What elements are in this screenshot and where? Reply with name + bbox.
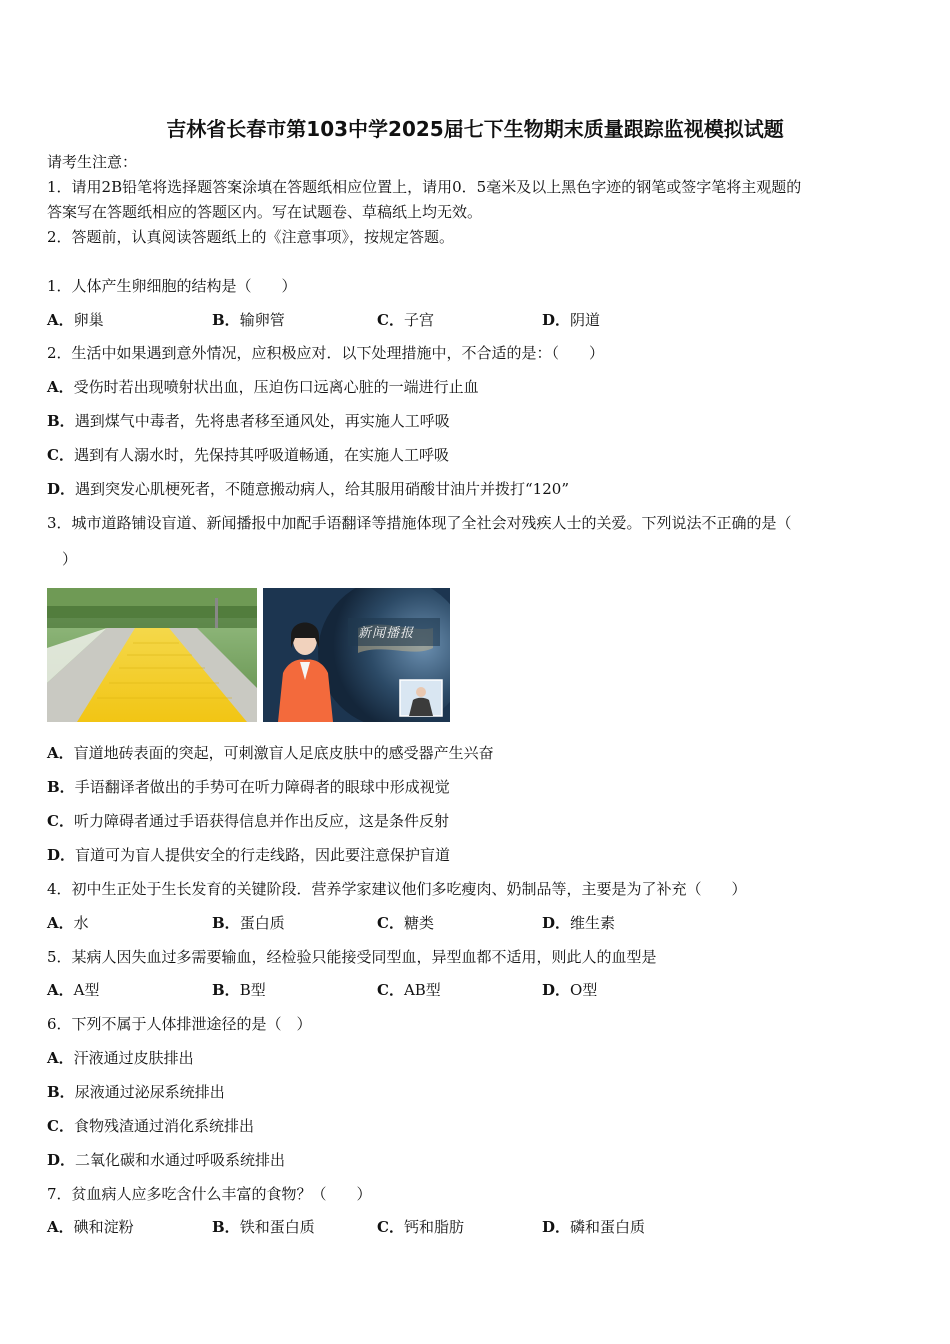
notice-line-1-cont: 答案写在答题纸相应的答题区内。写在试题卷、草稿纸上均无效。 <box>47 203 483 221</box>
option-label: D． <box>47 480 76 498</box>
option-c[interactable] <box>377 1217 464 1237</box>
option-text: B型 <box>239 981 266 999</box>
option-label: B． <box>212 1218 240 1236</box>
option-label: A． <box>47 914 74 932</box>
option-text: 磷和蛋白质 <box>570 1218 646 1236</box>
question-2-option-c[interactable] <box>47 445 449 465</box>
question-6-option-d[interactable] <box>47 1150 285 1170</box>
tactile-paving-illustration <box>47 588 257 722</box>
option-label: A． <box>47 1049 74 1067</box>
option-label: D． <box>542 981 571 999</box>
option-text: 卵巢 <box>73 311 104 329</box>
question-6-option-c[interactable] <box>47 1116 254 1136</box>
question-3-option-b[interactable] <box>47 777 450 797</box>
question-3-option-a[interactable] <box>47 743 494 763</box>
option-label: C． <box>47 446 74 464</box>
option-text: AB型 <box>403 981 441 999</box>
news-broadcast-photo <box>263 588 450 722</box>
option-d[interactable] <box>542 1217 645 1237</box>
option-text: 水 <box>73 914 89 932</box>
question-7-stem: 7．贫血病人应多吃含什么丰富的食物？（ ） <box>47 1185 372 1203</box>
option-label: B． <box>212 981 240 999</box>
option-text: 子宫 <box>403 311 434 329</box>
option-label: B． <box>47 1083 75 1101</box>
option-a[interactable] <box>47 913 89 933</box>
option-text: 输卵管 <box>239 311 285 329</box>
option-text: 手语翻译者做出的手势可在听力障碍者的眼球中形成视觉 <box>74 778 450 796</box>
news-broadcast-illustration <box>263 588 450 722</box>
option-label: C． <box>47 812 74 830</box>
option-label: D． <box>542 1218 571 1236</box>
option-label: D． <box>47 1151 76 1169</box>
option-b[interactable] <box>212 1217 315 1237</box>
option-a[interactable] <box>47 310 104 330</box>
option-label: D． <box>542 311 571 329</box>
option-c[interactable] <box>377 310 434 330</box>
option-label: A． <box>47 744 74 762</box>
option-label: A． <box>47 378 74 396</box>
option-label: B． <box>212 311 240 329</box>
option-text: 蛋白质 <box>239 914 285 932</box>
question-5-stem: 5．某病人因失血过多需要输血，经检验只能接受同型血，异型血都不适用，则此人的血型是 <box>47 948 657 966</box>
option-label: D． <box>47 846 76 864</box>
option-text: 维生素 <box>570 914 616 932</box>
page-title: 吉林省长春市第103中学2025届七下生物期末质量跟踪监视模拟试题 <box>166 117 784 141</box>
option-label: B． <box>212 914 240 932</box>
option-b[interactable] <box>212 980 266 1000</box>
option-label: B． <box>47 778 75 796</box>
notice-line-1: 1．请用2B铅笔将选择题答案涂填在答题纸相应位置上，请用0．5毫米及以上黑色字迹的钢笔或签字笔将主观题的 <box>47 178 802 196</box>
option-text: 盲道可为盲人提供安全的行走线路，因此要注意保护盲道 <box>75 846 451 864</box>
option-a[interactable] <box>47 980 99 1000</box>
question-2-stem: 2．生活中如果遇到意外情况，应积极应对．以下处理措施中，不合适的是：（ ） <box>47 344 605 362</box>
option-label: A． <box>47 311 74 329</box>
question-2-option-d[interactable] <box>47 479 569 499</box>
option-a[interactable] <box>47 1217 134 1237</box>
question-3-option-c[interactable] <box>47 811 449 831</box>
option-label: B． <box>47 412 75 430</box>
news-caption: 新闻播报 <box>358 626 415 641</box>
option-text: 尿液通过泌尿系统排出 <box>74 1083 225 1101</box>
option-text: 汗液通过皮肤排出 <box>73 1049 194 1067</box>
question-2-option-b[interactable] <box>47 411 450 431</box>
option-text: 受伤时若出现喷射状出血，压迫伤口远离心脏的一端进行止血 <box>73 378 479 396</box>
option-label: A． <box>47 1218 74 1236</box>
option-text: 碘和淀粉 <box>73 1218 134 1236</box>
option-text: 阴道 <box>570 311 601 329</box>
option-c[interactable] <box>377 913 434 933</box>
question-1-stem: 1．人体产生卵细胞的结构是（ ） <box>47 277 297 295</box>
option-text: 钙和脂肪 <box>403 1218 464 1236</box>
question-6-option-a[interactable] <box>47 1048 194 1068</box>
option-d[interactable] <box>542 980 597 1000</box>
option-text: 糖类 <box>403 914 434 932</box>
question-3-stem: 3．城市道路铺设盲道、新闻播报中加配手语翻译等措施体现了全社会对残疾人士的关爱。下列说法不正确的是（ <box>47 514 792 532</box>
option-label: C． <box>377 981 404 999</box>
tactile-paving-photo <box>47 588 257 722</box>
option-d[interactable] <box>542 310 600 330</box>
option-text: 盲道地砖表面的突起，可刺激盲人足底皮肤中的感受器产生兴奋 <box>73 744 494 762</box>
option-b[interactable] <box>212 310 285 330</box>
question-2-option-a[interactable] <box>47 377 479 397</box>
question-6-option-b[interactable] <box>47 1082 225 1102</box>
option-text: O型 <box>570 981 598 999</box>
option-text: A型 <box>73 981 100 999</box>
option-label: C． <box>377 311 404 329</box>
option-text: 遇到煤气中毒者，先将患者移至通风处，再实施人工呼吸 <box>74 412 450 430</box>
option-label: C． <box>47 1117 74 1135</box>
question-6-stem: 6．下列不属于人体排泄途径的是（ ） <box>47 1015 312 1033</box>
option-text: 遇到有人溺水时，先保持其呼吸道畅通，在实施人工呼吸 <box>73 446 449 464</box>
option-text: 铁和蛋白质 <box>239 1218 315 1236</box>
option-text: 二氧化碳和水通过呼吸系统排出 <box>75 1151 286 1169</box>
question-3-option-d[interactable] <box>47 845 450 865</box>
option-text: 遇到突发心肌梗死者，不随意搬动病人，给其服用硝酸甘油片并拨打“120” <box>75 480 569 498</box>
option-c[interactable] <box>377 980 441 1000</box>
option-label: D． <box>542 914 571 932</box>
question-4-stem: 4．初中生正处于生长发育的关键阶段．营养学家建议他们多吃瘦肉、奶制品等，主要是为了补充（ ） <box>47 880 747 898</box>
notice-heading: 请考生注意： <box>47 153 138 171</box>
notice-line-2: 2．答题前，认真阅读答题纸上的《注意事项》，按规定答题。 <box>47 228 455 246</box>
option-label: A． <box>47 981 74 999</box>
option-label: C． <box>377 914 404 932</box>
option-label: C． <box>377 1218 404 1236</box>
option-text: 食物残渣通过消化系统排出 <box>73 1117 254 1135</box>
option-d[interactable] <box>542 913 615 933</box>
question-3-stem-cont: ） <box>62 550 78 568</box>
option-b[interactable] <box>212 913 285 933</box>
option-text: 听力障碍者通过手语获得信息并作出反应，这是条件反射 <box>73 812 449 830</box>
